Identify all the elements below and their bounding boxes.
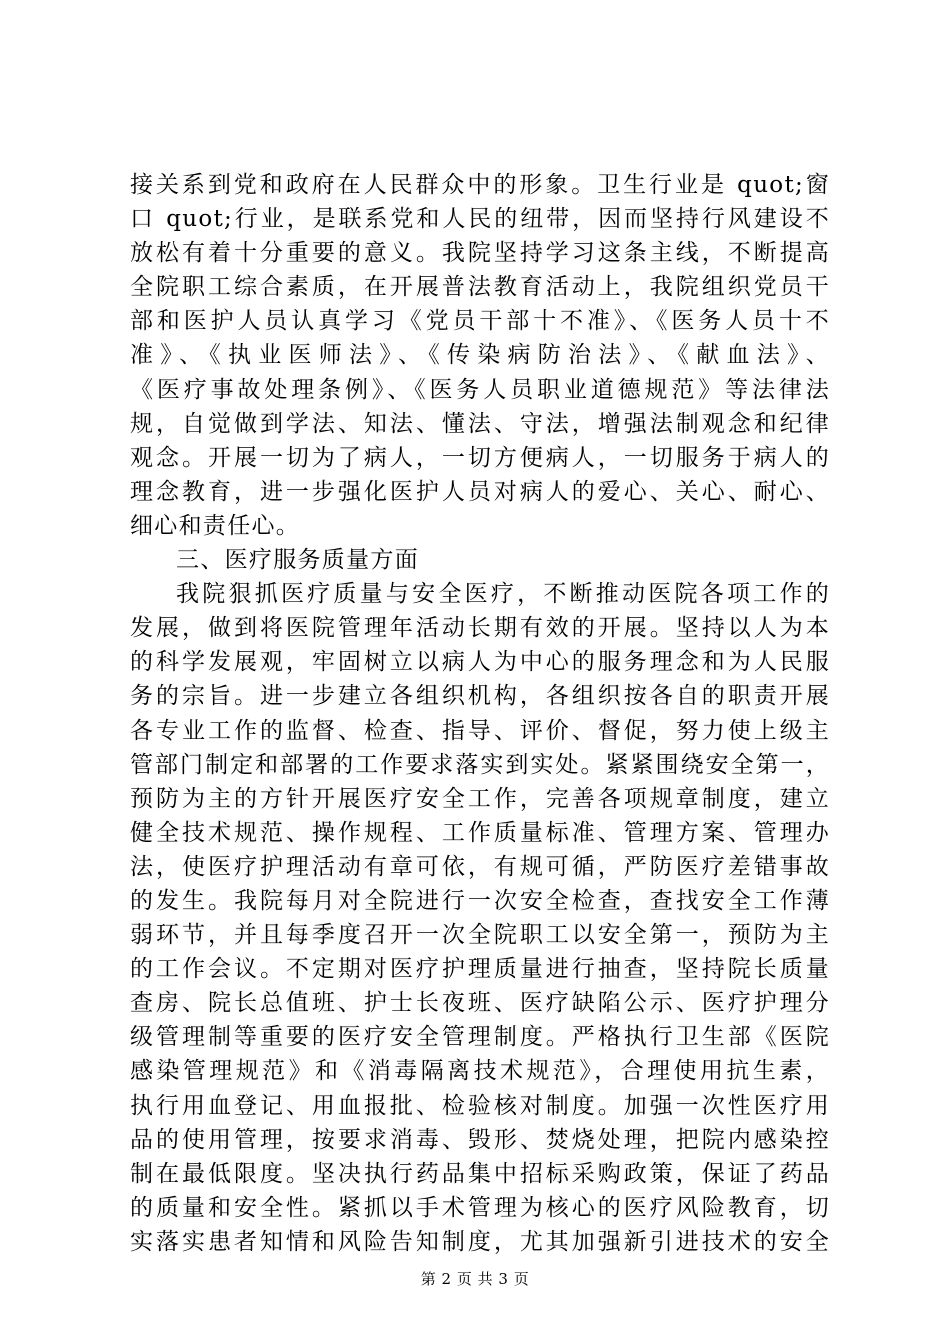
- text-line: 我院狠抓医疗质量与安全医疗，不断推动医院各项工作的: [176, 581, 830, 608]
- text-line: 查房、院长总值班、护士长夜班、医疗缺陷公示、医疗护理分: [130, 990, 830, 1017]
- text-line: 口 quot;行业，是联系党和人民的纽带，因而坚持行风建设不: [130, 206, 830, 233]
- text-line: 各专业工作的监督、检查、指导、评价、督促，努力使上级主: [130, 717, 830, 744]
- text-line: 管部门制定和部署的工作要求落实到实处。紧紧围绕安全第一，: [130, 751, 830, 778]
- text-line: 理念教育，进一步强化医护人员对病人的爱心、关心、耐心、: [130, 478, 830, 505]
- text-line: 感染管理规范》和《消毒隔离技术规范》，合理使用抗生素，: [130, 1058, 830, 1085]
- text-line: 准》、《执业医师法》、《传染病防治法》、《献血法》、: [130, 342, 830, 369]
- text-line: 细心和责任心。: [130, 512, 301, 539]
- text-line: 发展，做到将医院管理年活动长期有效的开展。坚持以人为本: [130, 615, 830, 642]
- document-body: [130, 168, 830, 1259]
- text-line: 健全技术规范、操作规程、工作质量标准、管理方案、管理办: [130, 819, 830, 846]
- text-line: 全院职工综合素质，在开展普法教育活动上，我院组织党员干: [130, 274, 830, 301]
- text-line: 部和医护人员认真学习《党员干部十不准》、《医务人员十不: [130, 308, 830, 335]
- page-footer: 第 2 页 共 3 页: [420, 1270, 530, 1288]
- section-heading: 三、医疗服务质量方面: [176, 547, 419, 574]
- text-line: 《医疗事故处理条例》、《医务人员职业道德规范》等法律法: [130, 376, 830, 403]
- text-line: 的质量和安全性。紧抓以手术管理为核心的医疗风险教育，切: [130, 1194, 830, 1221]
- text-line: 品的使用管理，按要求消毒、毁形、焚烧处理，把院内感染控: [130, 1126, 830, 1153]
- text-line: 法，使医疗护理活动有章可依，有规可循，严防医疗差错事故: [130, 853, 830, 880]
- text-line: 级管理制等重要的医疗安全管理制度。严格执行卫生部《医院: [130, 1024, 830, 1051]
- text-line: 制在最低限度。坚决执行药品集中招标采购政策，保证了药品: [130, 1160, 830, 1187]
- text-line: 执行用血登记、用血报批、检验核对制度。加强一次性医疗用: [130, 1092, 830, 1119]
- text-line: 放松有着十分重要的意义。我院坚持学习这条主线，不断提高: [130, 240, 830, 267]
- text-line: 的工作会议。不定期对医疗护理质量进行抽查，坚持院长质量: [130, 956, 830, 983]
- paragraph-medical-quality: [130, 577, 830, 1259]
- text-line: 务的宗旨。进一步建立各组织机构，各组织按各自的职责开展: [130, 683, 830, 710]
- text-line: 接关系到党和政府在人民群众中的形象。卫生行业是 quot;窗: [130, 172, 830, 198]
- text-line: 预防为主的方针开展医疗安全工作，完善各项规章制度，建立: [130, 785, 830, 812]
- text-line: 实落实患者知情和风险告知制度，尤其加强新引进技术的安全: [130, 1228, 830, 1255]
- text-line: 弱环节，并且每季度召开一次全院职工以安全第一，预防为主: [130, 922, 830, 949]
- paragraph-conduct: [130, 168, 830, 543]
- text-line: 的发生。我院每月对全院进行一次安全检查，查找安全工作薄: [130, 887, 830, 914]
- text-line: 观念。开展一切为了病人，一切方便病人，一切服务于病人的: [130, 444, 830, 471]
- text-line: 的科学发展观，牢固树立以病人为中心的服务理念和为人民服: [130, 649, 830, 676]
- text-line: 规，自觉做到学法、知法、懂法、守法，增强法制观念和纪律: [130, 410, 830, 437]
